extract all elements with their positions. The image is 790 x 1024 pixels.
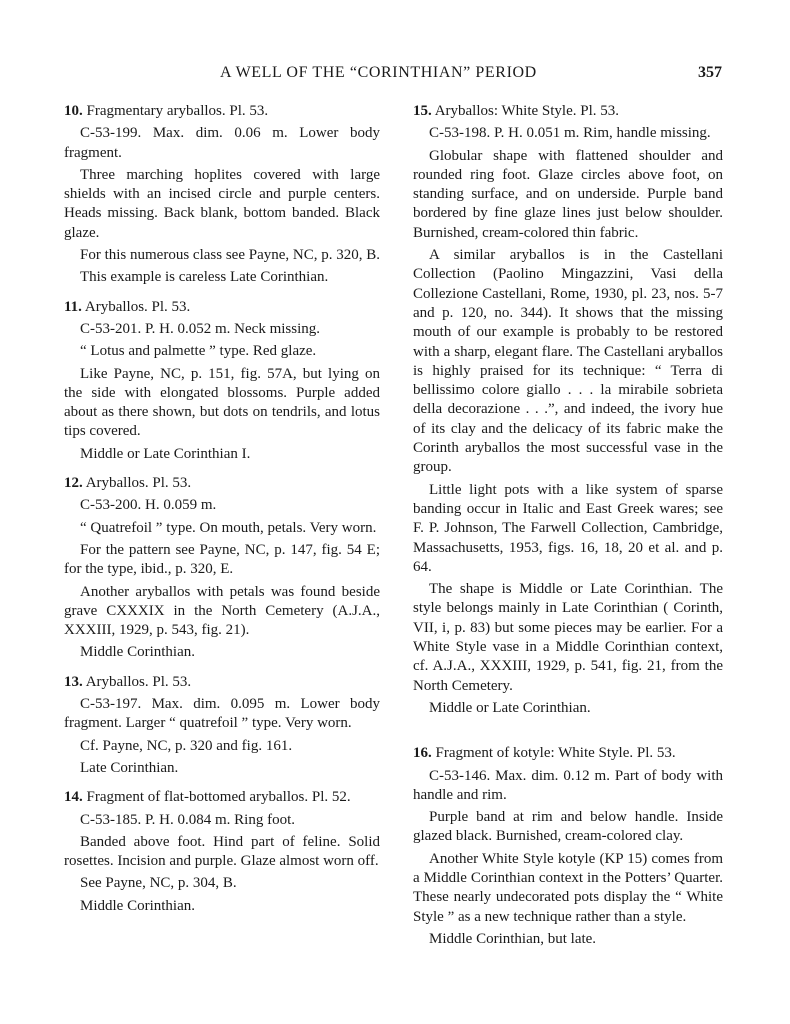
right-column [413, 102, 723, 959]
entry-title-text: Aryballos. Pl. 53. [85, 475, 192, 492]
entry-paragraph: This example is careless Late Corinthian. [80, 269, 329, 286]
entry-paragraph: “ Lotus and palmette ” type. Red glaze. [80, 343, 317, 360]
entry-title [64, 788, 380, 807]
entry-paragraph: C-53-201. P. H. 0.052 m. Neck missing. [80, 320, 320, 337]
entry-title [413, 744, 723, 763]
catalog-entry-16 [413, 744, 723, 949]
entry-paragraph: A similar aryballos is in the Castellani Collection (Paolino Mingazzini, Vasi della Collezione Castellani, Rome, 1930, pl. 23, nos. 5-7 and p. 120, no. 344). It shows that the missing mouth of our example is probably to be restored with a sharp, elegant flare. The Castellani aryballos is highly praised for its technique: “ Terra di bellissimo colore giallo . . . la mirabile sobrieta della decorazione . . .”, and indeed, the ivory hue of its clay and the delicacy of its fabric make the Corinth aryballos the most successful vase in the group. [413, 247, 723, 476]
entry-number: 13. [64, 673, 83, 690]
entry-title-text: Fragmentary aryballos. Pl. 53. [86, 103, 269, 119]
entry-title-text: Aryballos. Pl. 53. [84, 298, 191, 315]
entry-paragraph: C-53-146. Max. dim. 0.12 m. Part of body with handle and rim. [413, 767, 723, 803]
entry-paragraph: Three marching hoplites covered with large shields with an incised circle and purple centers. Heads missing. Back blank, bottom banded. Black glaze. [64, 166, 380, 241]
entry-paragraph: Another aryballos with petals was found beside grave CXXXIX in the North Cemetery (A.J.A., XXXIII, 1929, p. 543, fig. 21). [64, 583, 380, 639]
entry-number: 14. [64, 789, 83, 806]
catalog-entry-15 [413, 102, 723, 718]
entry-number: 10. [64, 103, 83, 119]
entry-title-text: Aryballos. Pl. 53. [85, 673, 192, 690]
left-column [64, 102, 380, 926]
running-title: A WELL OF THE “CORINTHIAN” PERIOD [220, 64, 537, 81]
page-number: 357 [698, 64, 722, 81]
entry-title [413, 102, 723, 121]
entry-paragraph: C-53-185. P. H. 0.084 m. Ring foot. [80, 811, 296, 828]
entry-paragraph: Middle Corinthian. [80, 897, 195, 914]
entry-paragraph: For this numerous class see Payne, NC, p. 320, B. [80, 247, 380, 264]
entry-paragraph: C-53-200. H. 0.059 m. [80, 497, 217, 514]
entry-paragraph: Purple band at rim and below handle. Inside glazed black. Burnished, cream-colored clay. [413, 809, 723, 845]
entry-paragraph: Middle Corinthian, but late. [429, 930, 597, 947]
catalog-entry-11 [64, 298, 380, 464]
entry-title [64, 474, 380, 493]
entry-paragraph: C-53-199. Max. dim. 0.06 m. Lower body fragment. [64, 125, 380, 161]
entry-title [64, 102, 380, 121]
entry-paragraph: “ Quatrefoil ” type. On mouth, petals. Very worn. [80, 519, 377, 536]
entry-paragraph: Cf. Payne, NC, p. 320 and fig. 161. [80, 737, 293, 754]
entry-paragraph: See Payne, NC, p. 304, B. [80, 875, 237, 892]
entry-title-text: Aryballos: White Style. Pl. 53. [434, 103, 619, 119]
entry-paragraph: Middle or Late Corinthian I. [80, 445, 251, 462]
entry-title [64, 673, 380, 692]
catalog-entry-10 [64, 102, 380, 288]
catalog-entry-14 [64, 788, 380, 916]
entry-paragraph: The shape is Middle or Late Corinthian. The style belongs mainly in Late Corinthian ( Corinth, VII, i, p. 83) but some pieces may be earlier. For a White Style vase in a Middle Corinthian context, cf. A.J.A., XXXIII, 1929, p. 541, fig. 21, from the North Cemetery. [413, 581, 723, 694]
entry-paragraph: Another White Style kotyle (KP 15) comes from a Middle Corinthian context in the Potters’ Quarter. These nearly undecorated pots display the “ White Style ” as a new technique rather than a style. [413, 850, 723, 925]
entry-number: 12. [64, 475, 83, 492]
entry-paragraph: Little light pots with a like system of sparse banding occur in Italic and East Greek wares; see F. P. Johnson, The Farwell Collection, Cambridge, Massachusetts, 1953, figs. 16, 18, 20 et al. and p. 64. [413, 481, 723, 575]
entry-paragraph: Late Corinthian. [80, 759, 179, 776]
entry-title-text: Fragment of flat-bottomed aryballos. Pl. 52. [86, 789, 351, 806]
entry-paragraph: Globular shape with flattened shoulder and rounded ring foot. Glaze circles above foot, on standing surface, and on underside. Purple band bordered by fine glaze lines just below shoulder. Burnished, cream-colored thin fabric. [413, 147, 723, 241]
entry-paragraph: For the pattern see Payne, NC, p. 147, fig. 54 E; for the type, ibid., p. 320, E. [64, 541, 380, 578]
entry-number: 15. [413, 103, 432, 119]
entry-paragraph: Like Payne, NC, p. 151, fig. 57A, but lying on the side with elongated blossoms. Purple added about as there shown, but dots on tendrils, and lotus tips covered. [64, 365, 380, 440]
entry-paragraph: Middle or Late Corinthian. [429, 699, 591, 716]
entry-paragraph: C-53-198. P. H. 0.051 m. Rim, handle missing. [429, 125, 711, 142]
catalog-entry-12 [64, 474, 380, 663]
entry-paragraph: Banded above foot. Hind part of feline. Solid rosettes. Incision and purple. Glaze almost worn off. [64, 833, 380, 870]
entry-paragraph: Middle Corinthian. [80, 644, 195, 661]
entry-number: 16. [413, 745, 432, 762]
entry-number: 11. [64, 298, 82, 315]
entry-title-text: Fragment of kotyle: White Style. Pl. 53. [435, 745, 676, 762]
running-header [0, 64, 790, 86]
entry-title [64, 298, 380, 317]
catalog-entry-13 [64, 673, 380, 778]
entry-paragraph: C-53-197. Max. dim. 0.095 m. Lower body fragment. Larger “ quatrefoil ” type. Very worn. [64, 696, 380, 732]
